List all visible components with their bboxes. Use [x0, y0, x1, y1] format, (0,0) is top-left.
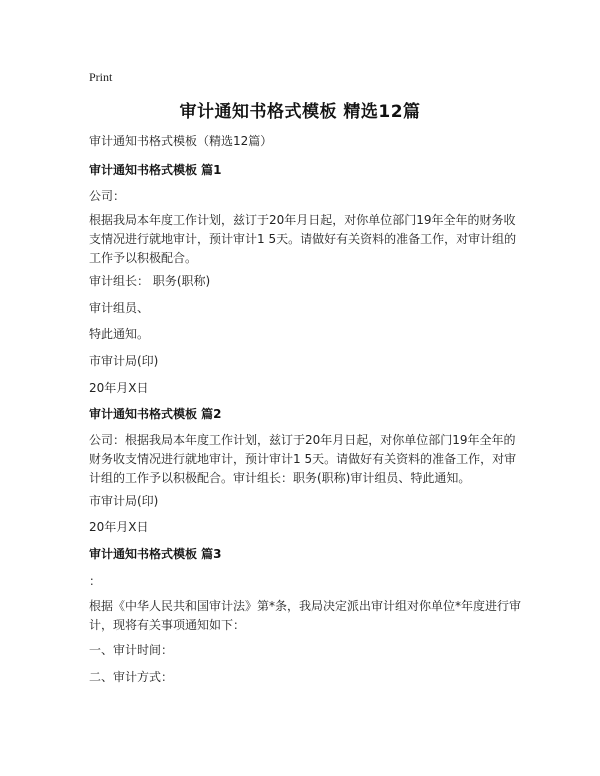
document-title: 审计通知书格式模板 精选12篇: [179, 102, 421, 122]
section1-date: 20年月X日: [89, 381, 149, 395]
section2-date: 20年月X日: [89, 520, 149, 534]
section2-heading: 审计通知书格式模板 篇2: [89, 407, 222, 421]
section1-recipient: 公司：: [89, 189, 126, 203]
section2-issuer: 市审计局(印): [89, 494, 159, 508]
document-subtitle: 审计通知书格式模板（精选12篇）: [89, 134, 273, 148]
section3-item1: 一、审计时间：: [89, 643, 174, 657]
section1-body: 根据我局本年度工作计划，兹订于20年月日起，对你单位部门19年全年的财务收支情况进行就地审计，预计审计1 5天。请做好有关资料的准备工作，对审计组的工作予以积极配合。: [89, 213, 517, 265]
section3-recipient: ：: [89, 574, 102, 588]
section1-members: 审计组员、: [89, 301, 150, 315]
section1-leader: 审计组长： 职务(职称): [89, 274, 211, 288]
section3-body: 根据《中华人民共和国审计法》第*条，我局决定派出审计组对你单位*年度进行审计，现将有关事项通知如下：: [89, 599, 522, 632]
section1-issuer: 市审计局(印): [89, 354, 159, 368]
section3-heading: 审计通知书格式模板 篇3: [89, 547, 222, 561]
section3-item2: 二、审计方式：: [89, 670, 174, 684]
section2-body: 公司：根据我局本年度工作计划，兹订于20年月日起，对你单位部门19年全年的财务收支情况进行就地审计，预计审计1 5天。请做好有关资料的准备工作，对审计组的工作予以积极配合。审计组长：职务(职称)审计组员、特此通知。: [89, 433, 517, 485]
print-label[interactable]: Print: [89, 70, 113, 84]
section1-notice: 特此通知。: [89, 327, 150, 341]
section1-heading: 审计通知书格式模板 篇1: [89, 163, 222, 177]
